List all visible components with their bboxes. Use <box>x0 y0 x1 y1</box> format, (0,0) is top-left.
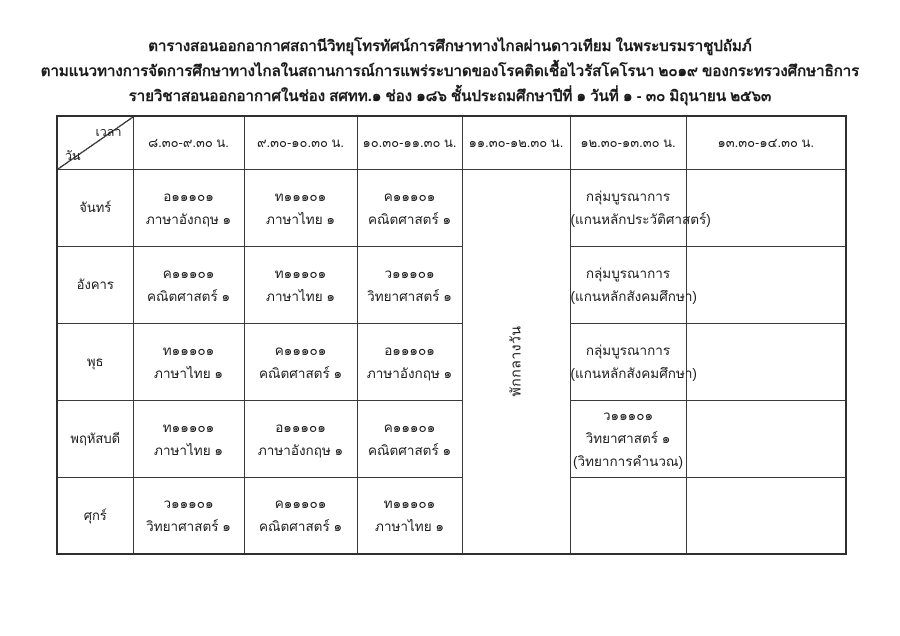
subject-detail: (แกนหลักสังคมศึกษา) <box>570 288 697 304</box>
subject-cell <box>357 323 462 400</box>
subject-cell <box>357 477 462 554</box>
day-cell-thursday: พฤหัสบดี <box>57 400 133 477</box>
subject-name: คณิตศาสตร์ ๑ <box>146 288 231 304</box>
subject-code: ค๑๑๑๐๑ <box>162 265 215 281</box>
subject-cell <box>357 400 462 477</box>
table-row-thursday <box>57 400 846 477</box>
subject-detail: (แกนหลักสังคมศึกษา) <box>570 365 697 381</box>
document-title <box>0 34 900 109</box>
time-header-1230: ๑๒.๓๐-๑๓.๓๐ น. <box>570 116 686 169</box>
corner-day-label: วัน <box>65 148 81 163</box>
subject-code: ค๑๑๑๐๑ <box>274 496 327 512</box>
subject-cell <box>133 246 244 323</box>
subject-cell <box>244 323 357 400</box>
subject-cell <box>133 169 244 246</box>
subject-code: ท๑๑๑๐๑ <box>162 419 215 435</box>
subject-name: ภาษาอังกฤษ ๑ <box>366 365 453 381</box>
day-cell-wednesday: พุธ <box>57 323 133 400</box>
title-line-1: ตารางสอนออกอากาศสถานีวิทยุโทรทัศน์การศึกษาทางไกลผ่านดาวเทียม ในพระบรมราชูปถัมภ์ <box>148 38 752 55</box>
subject-cell <box>133 400 244 477</box>
empty-cell <box>686 246 846 323</box>
title-line-3: รายวิชาสอนออกอากาศในช่อง สศทท.๑ ช่อง ๑๘๖ ชั้นประถมศึกษาปีที่ ๑ วันที่ ๑ - ๓๐ มิถุนายน ๒๕๖๓ <box>128 88 772 105</box>
empty-cell <box>686 477 846 554</box>
corner-time-label: เวลา <box>95 125 122 139</box>
table-row-monday <box>57 169 846 246</box>
subject-cell <box>357 246 462 323</box>
subject-code: อ๑๑๑๐๑ <box>163 188 214 204</box>
subject-name: กลุ่มบูรณาการ <box>585 342 671 358</box>
subject-code: ค๑๑๑๐๑ <box>274 342 327 358</box>
subject-cell <box>570 400 686 477</box>
time-header-0930: ๙.๓๐-๑๐.๓๐ น. <box>244 116 357 169</box>
subject-cell <box>133 477 244 554</box>
subject-name: ภาษาอังกฤษ ๑ <box>257 442 344 458</box>
day-cell-friday: ศุกร์ <box>57 477 133 554</box>
table-row-friday <box>57 477 846 554</box>
subject-name: ภาษาไทย ๑ <box>154 442 223 458</box>
subject-cell <box>244 400 357 477</box>
subject-name: ภาษาไทย ๑ <box>154 365 223 381</box>
subject-cell <box>570 323 697 400</box>
subject-code: ท๑๑๑๐๑ <box>274 265 327 281</box>
subject-code: ท๑๑๑๐๑ <box>274 188 327 204</box>
subject-name: กลุ่มบูรณาการ <box>585 265 671 281</box>
subject-cell <box>570 246 697 323</box>
time-header-1030: ๑๐.๓๐-๑๑.๓๐ น. <box>357 116 462 169</box>
table-row-wednesday <box>57 323 846 400</box>
day-cell-monday: จันทร์ <box>57 169 133 246</box>
subject-cell <box>244 246 357 323</box>
subject-name: วิทยาศาสตร์ ๑ <box>146 519 231 535</box>
subject-cell <box>570 169 711 246</box>
subject-cell <box>357 169 462 246</box>
subject-detail: (แกนหลักประวัติศาสตร์) <box>570 211 711 227</box>
subject-name: ภาษาไทย ๑ <box>375 519 444 535</box>
time-header-1330: ๑๓.๓๐-๑๔.๓๐ น. <box>686 116 846 169</box>
empty-cell <box>686 400 846 477</box>
subject-code: ว๑๑๑๐๑ <box>602 408 654 423</box>
subject-name: ภาษาอังกฤษ ๑ <box>145 211 232 227</box>
subject-code: อ๑๑๑๐๑ <box>384 342 435 358</box>
broadcast-timetable <box>56 115 847 555</box>
subject-cell <box>244 169 357 246</box>
subject-name: คณิตศาสตร์ ๑ <box>258 365 343 381</box>
subject-name: วิทยาศาสตร์ ๑ <box>585 431 671 446</box>
subject-name: กลุ่มบูรณาการ <box>585 188 671 204</box>
day-cell-tuesday: อังคาร <box>57 246 133 323</box>
subject-detail: (วิทยาการคำนวณ) <box>573 454 683 469</box>
subject-cell <box>244 477 357 554</box>
subject-code: ท๑๑๑๐๑ <box>383 496 436 512</box>
empty-cell <box>570 477 686 554</box>
time-header-1130: ๑๑.๓๐-๑๒.๓๐ น. <box>462 116 570 169</box>
corner-cell-day-time <box>57 116 133 169</box>
subject-name: ภาษาไทย ๑ <box>266 211 335 227</box>
subject-name: คณิตศาสตร์ ๑ <box>367 442 452 458</box>
lunch-break-cell <box>462 169 570 554</box>
subject-name: คณิตศาสตร์ ๑ <box>367 211 452 227</box>
empty-cell <box>686 323 846 400</box>
subject-code: ค๑๑๑๐๑ <box>383 419 436 435</box>
lunch-break-label: พักกลางวัน <box>506 325 523 397</box>
subject-name: คณิตศาสตร์ ๑ <box>258 519 343 535</box>
subject-code: ท๑๑๑๐๑ <box>162 342 215 358</box>
subject-code: อ๑๑๑๐๑ <box>275 419 326 435</box>
subject-name: ภาษาไทย ๑ <box>266 288 335 304</box>
table-row-tuesday <box>57 246 846 323</box>
subject-code: ว๑๑๑๐๑ <box>163 496 214 512</box>
subject-name: วิทยาศาสตร์ ๑ <box>367 288 452 304</box>
title-line-2: ตามแนวทางการจัดการศึกษาทางไกลในสถานการณ์การแพร่ระบาดของโรคติดเชื้อไวรัสโคโรนา ๒๐๑๙ ของกระทรวงศึกษาธิการ <box>40 63 860 80</box>
header-row <box>57 116 846 169</box>
subject-code: ว๑๑๑๐๑ <box>384 265 435 281</box>
time-header-0830: ๘.๓๐-๙.๓๐ น. <box>133 116 244 169</box>
subject-cell <box>133 323 244 400</box>
empty-cell <box>686 169 846 246</box>
subject-code: ค๑๑๑๐๑ <box>383 188 436 204</box>
